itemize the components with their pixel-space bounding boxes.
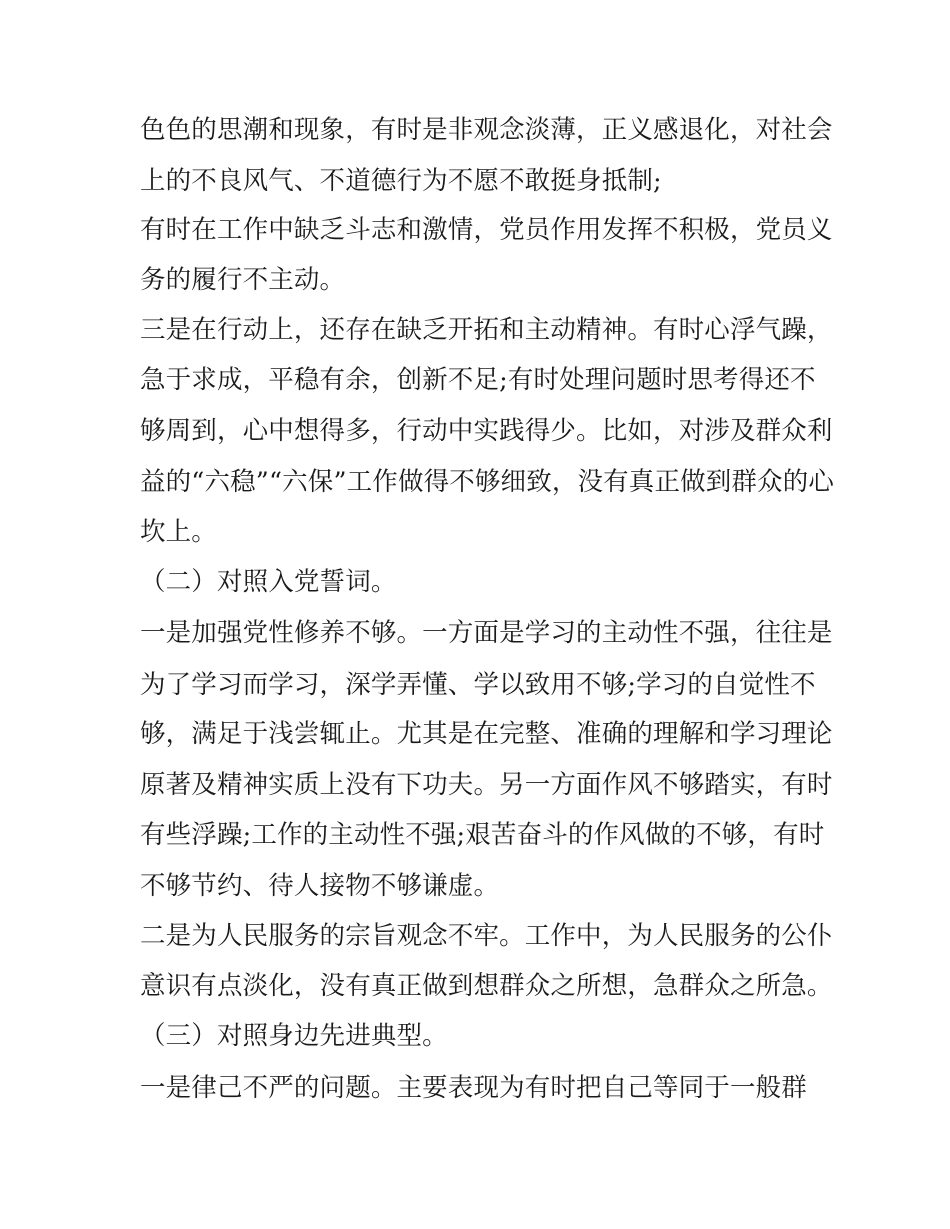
text-line: 一是加强党性修养不够。一方面是学习的主动性不强，往往是 bbox=[140, 618, 833, 648]
text-line: 够周到，心中想得多，行动中实践得少。比如，对涉及群众利 bbox=[140, 416, 833, 446]
text-line: 够，满足于浅尝辄止。尤其是在完整、准确的理解和学习理论 bbox=[140, 719, 833, 749]
section-heading: （二）对照入党誓词。 bbox=[140, 567, 397, 597]
text-line: 不够节约、待人接物不够谦虚。 bbox=[140, 871, 500, 901]
text-line: 为了学习而学习，深学弄懂、学以致用不够;学习的自觉性不 bbox=[140, 670, 816, 700]
text-line: 二是为人民服务的宗旨观念不牢。工作中，为人民服务的公仆 bbox=[140, 921, 833, 951]
text-line: 益的“六稳”“六保”工作做得不够细致，没有真正做到群众的心 bbox=[140, 467, 834, 497]
text-line: 有些浮躁;工作的主动性不强;艰苦奋斗的作风做的不够，有时 bbox=[140, 820, 825, 850]
text-line: 原著及精神实质上没有下功夫。另一方面作风不够踏实，有时 bbox=[140, 770, 833, 800]
text-line: 急于求成，平稳有余，创新不足;有时处理问题时思考得还不 bbox=[140, 365, 816, 395]
text-line: 上的不良风气、不道德行为不愿不敢挺身抵制; bbox=[140, 166, 662, 196]
text-line: 一是律己不严的问题。主要表现为有时把自己等同于一般群 bbox=[140, 1073, 807, 1103]
text-line: 色色的思潮和现象，有时是非观念淡薄，正义感退化，对社会 bbox=[140, 115, 833, 145]
text-line: 有时在工作中缺乏斗志和激情，党员作用发挥不积极，党员义 bbox=[140, 215, 833, 245]
text-line: 三是在行动上，还存在缺乏开拓和主动精神。有时心浮气躁， bbox=[140, 315, 833, 345]
text-line: 意识有点淡化，没有真正做到想群众之所想，急群众之所急。 bbox=[140, 971, 833, 1001]
section-heading: （三）对照身边先进典型。 bbox=[140, 1021, 448, 1051]
text-line: 坎上。 bbox=[140, 517, 217, 547]
text-line: 务的履行不主动。 bbox=[140, 265, 346, 295]
